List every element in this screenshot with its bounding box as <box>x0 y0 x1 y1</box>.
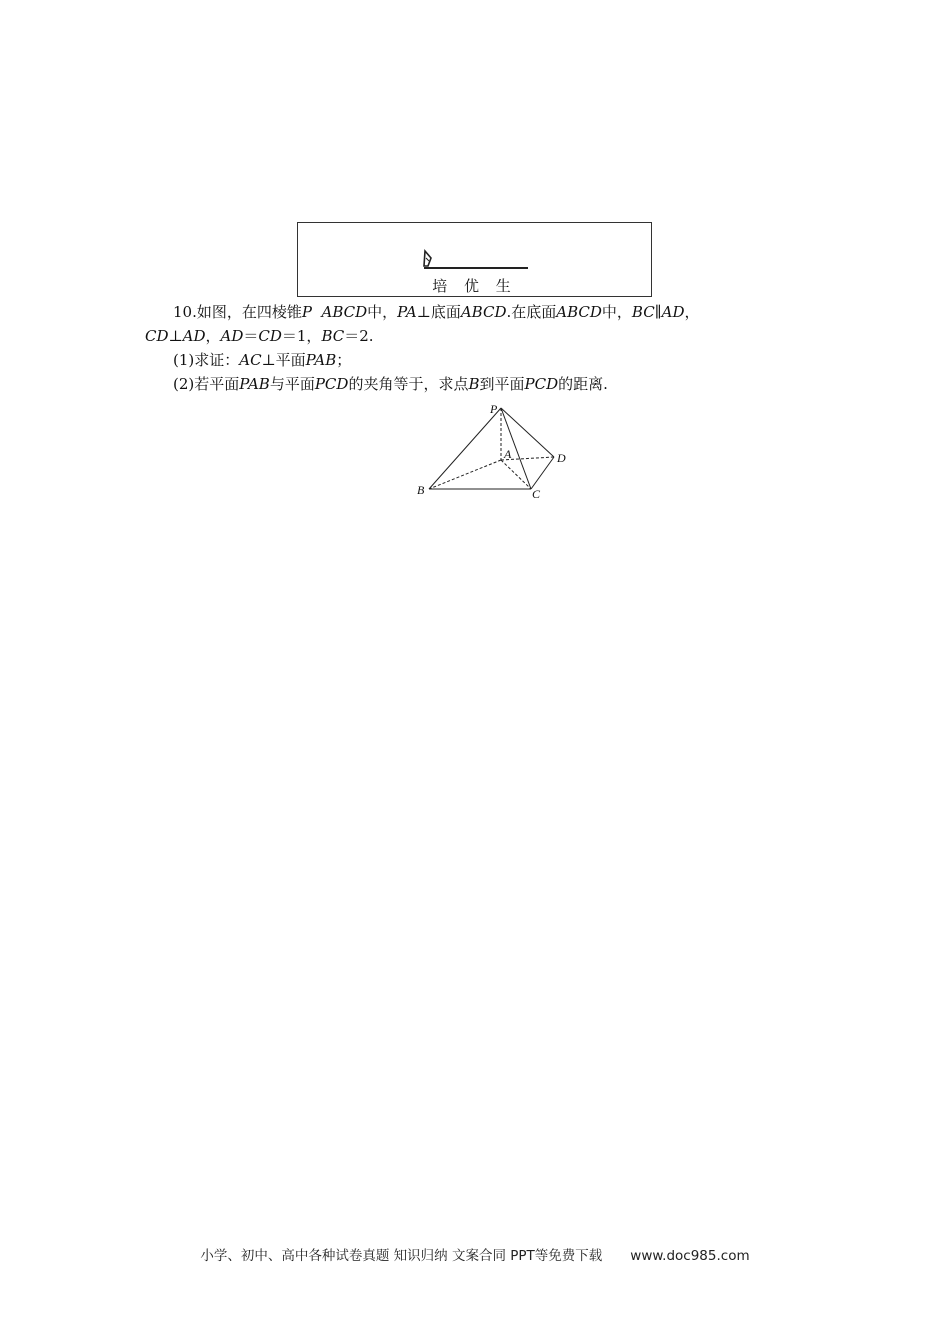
banner-rule <box>424 267 528 269</box>
section-banner <box>297 222 652 297</box>
label-C: C <box>532 487 541 501</box>
problem-part-2: (2)若平面PAB与平面PCD的夹角等于，求点B到平面PCD的距离. <box>173 375 608 393</box>
pyramid-figure <box>415 400 575 505</box>
label-B: B <box>417 483 425 497</box>
edge-PB <box>429 408 501 489</box>
edge-AC <box>501 460 531 489</box>
page-footer <box>0 1244 950 1264</box>
label-P: P <box>490 402 498 416</box>
problem-statement-line-2: CD⊥AD，AD＝CD＝1，BC＝2. <box>145 327 374 345</box>
label-A: A <box>504 447 512 461</box>
problem-10 <box>145 300 805 396</box>
problem-statement-line-1: 10.如图，在四棱锥P ABCD中，PA⊥底面ABCD.在底面ABCD中，BC∥AD， <box>173 303 700 321</box>
edge-AB <box>429 460 501 489</box>
footer-site-link[interactable]: www.doc985.com <box>630 1248 750 1264</box>
footer-text: 小学、初中、高中各种试卷真题 知识归纳 文案合同 PPT等免费下载 <box>200 1248 603 1264</box>
problem-part-1: (1)求证：AC⊥平面PAB； <box>173 351 352 369</box>
pen-icon <box>422 249 438 269</box>
label-D: D <box>557 451 566 465</box>
banner-title: 培 优 生 <box>432 277 517 295</box>
edge-CD <box>531 457 554 489</box>
